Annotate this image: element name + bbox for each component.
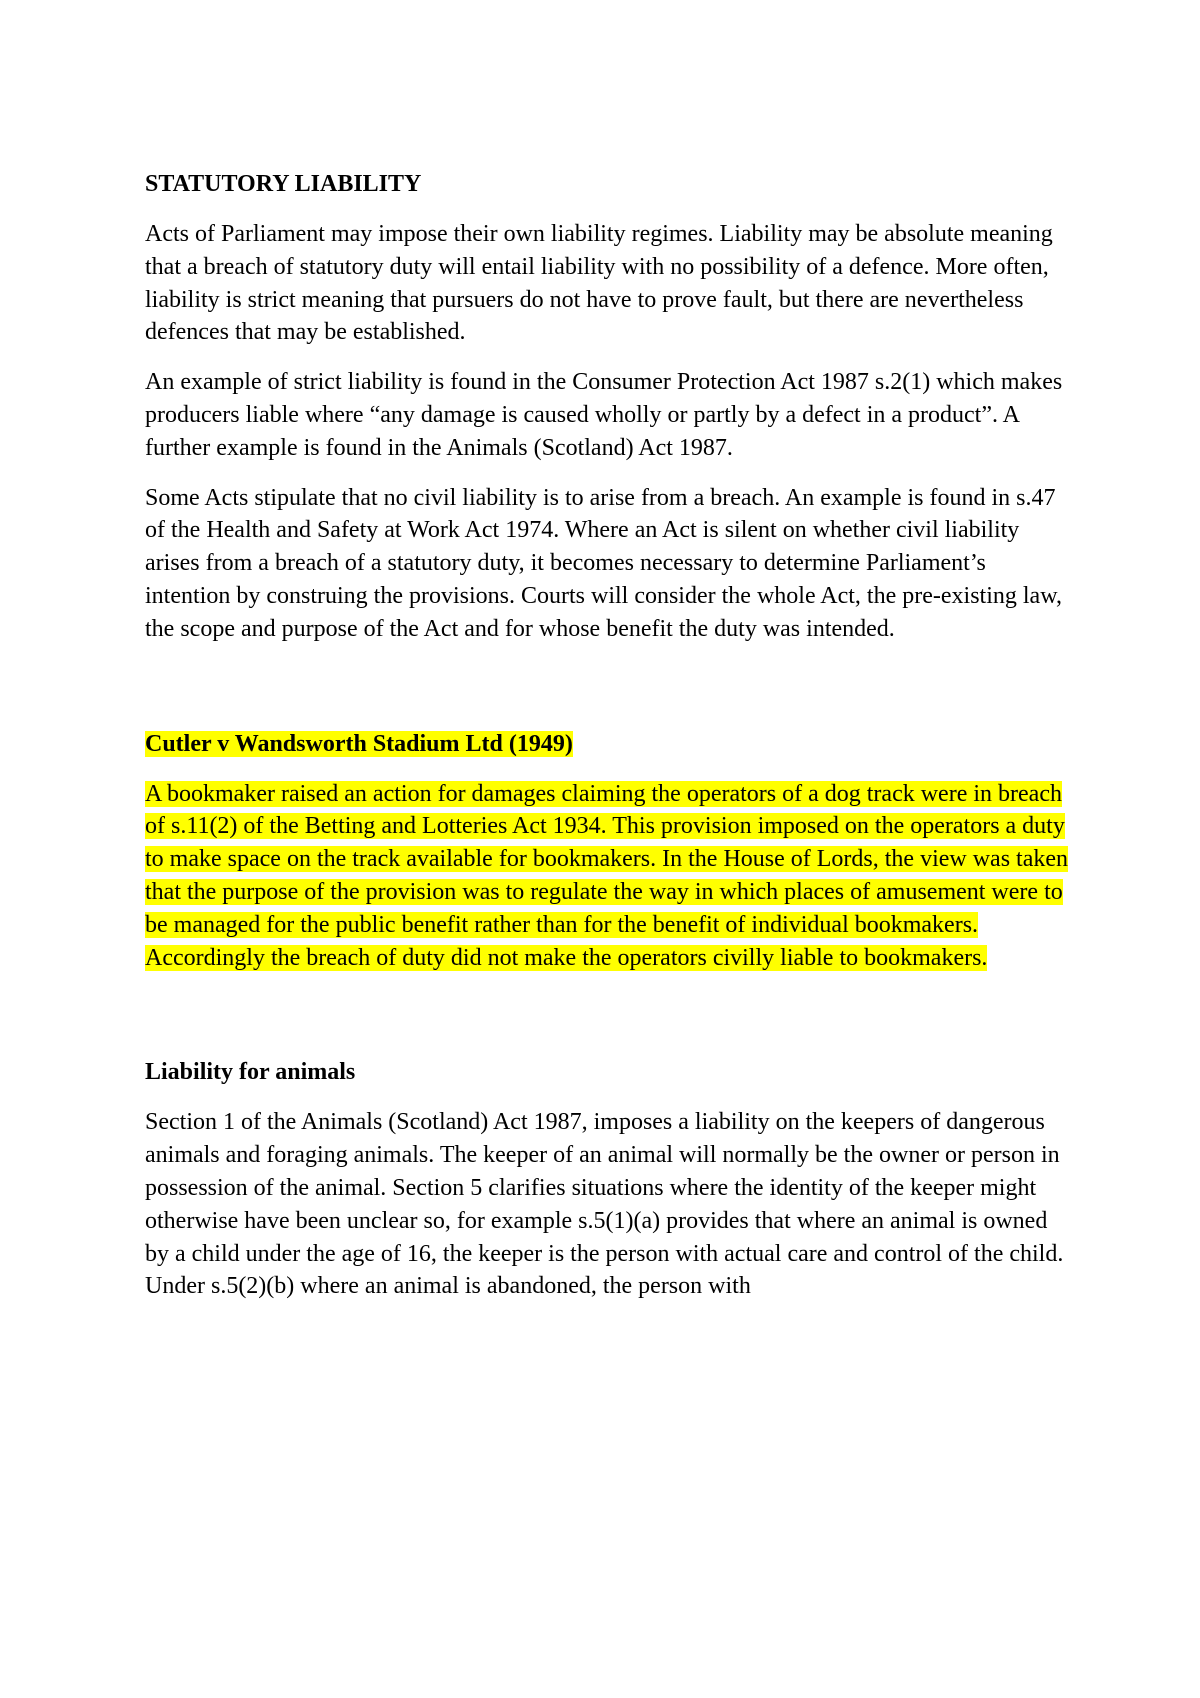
paragraph-civil-liability: Some Acts stipulate that no civil liability is to arise from a breach. An example is found in s.47 of the Health and Safety at Work Act 1974. Where an Act is silent on whether civil liability arises from a breach of a statutory duty, it becomes necessary to determine Parliament’s intention by construing the provisions. Courts will consider the whole Act, the pre-existing law, the scope and purpose of the Act and for whose benefit the duty was intended. [145, 484, 1062, 642]
paragraph-liability-regimes: Acts of Parliament may impose their own liability regimes. Liability may be absolute meaning that a breach of statutory duty will entail liability with no possibility of a defence. More often, liability is strict meaning that pursuers do not have to prove fault, but there are nevertheless defences that may be established. [145, 221, 1053, 346]
section-heading-statutory-liability: STATUTORY LIABILITY [145, 171, 422, 197]
case-heading-cutler [145, 728, 1075, 761]
section-heading-liability-for-animals: Liability for animals [145, 1059, 356, 1086]
case-paragraph-text: A bookmaker raised an action for damages claiming the operators of a dog track were in breach of s.11(2) of the Betting and Lotteries Act 1934. This provision imposed on the operators a duty to make space on the track available for bookmakers. In the House of Lords, the view was taken that the purpose of the provision was to regulate the way in which places of amusement were to be managed for the public benefit rather than for the benefit of individual bookmakers. Accordingly the breach of duty did not make the operators civilly liable to bookmakers. [145, 780, 1069, 971]
case-paragraph-cutler [145, 778, 1075, 975]
paragraph-animals-act: Section 1 of the Animals (Scotland) Act 1987, imposes a liability on the keepers of dangerous animals and foraging animals. The keeper of an animal will normally be the owner or person in possession of the animal. Section 5 clarifies situations where the identity of the keeper might otherwise have been unclear so, for example s.5(1)(a) provides that where an animal is owned by a child under the age of 16, the keeper is the person with actual care and control of the child. Under s.5(2)(b) where an animal is abandoned, the person with [145, 1109, 1064, 1300]
document-body [145, 168, 1075, 1303]
paragraph-strict-liability-example: An example of strict liability is found in the Consumer Protection Act 1987 s.2(1) which makes producers liable where “any damage is caused wholly or partly by a defect in a product”. A further example is found in the Animals (Scotland) Act 1987. [145, 369, 1063, 461]
case-heading-text: Cutler v Wandsworth Stadium Ltd (1949) [145, 730, 573, 757]
